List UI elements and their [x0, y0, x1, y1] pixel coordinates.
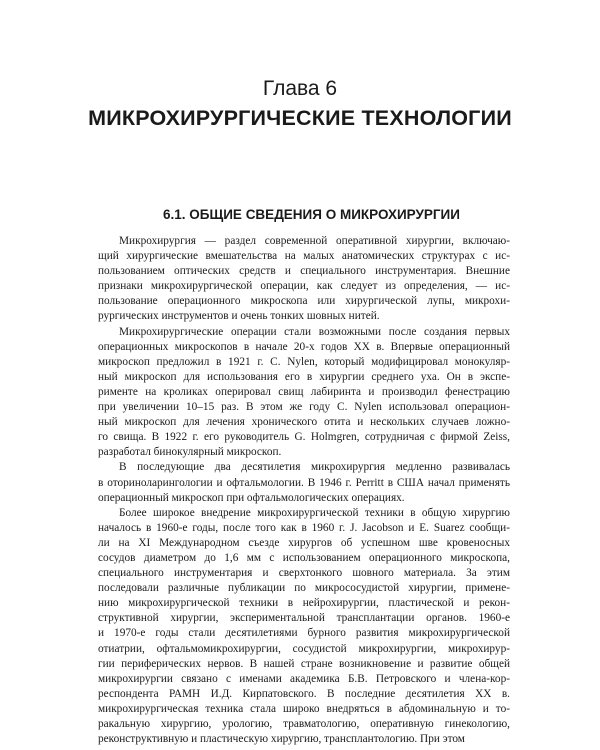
- text-line: гии периферических нервов. В нашей стране возникновение и развитие общей: [98, 657, 510, 670]
- text-line: операционный микроскоп при офтальмологических операциях.: [98, 491, 405, 504]
- section-heading: 6.1. ОБЩИЕ СВЕДЕНИЯ О МИКРОХИРУРГИИ: [163, 207, 460, 222]
- text-line: разработал бинокулярный микроскоп.: [98, 446, 282, 459]
- paragraph: [98, 234, 510, 325]
- text-line: ный микроскоп для использования его в хирургии среднего уха. Он в экспе-: [98, 370, 510, 383]
- text-line: пользованием оптических средств и специального инструментария. Внешние: [98, 265, 510, 278]
- text-line: признаки микрохирургической операции, как следует из определения, — ис-: [98, 280, 510, 293]
- text-line: нию микрохирургической техники в нейрохирургии, пластической и рекон-: [98, 597, 510, 610]
- text-line: рургических инструментов и очень тонких шовных нитей.: [98, 310, 380, 323]
- chapter-title: МИКРОХИРУРГИЧЕСКИЕ ТЕХНОЛОГИИ: [88, 106, 512, 130]
- text-line: последовали различные публикации по микрососудистой хирургии, примене-: [98, 582, 510, 595]
- text-line: пользование операционного микроскопа или хирургической лупы, микрохи-: [98, 295, 510, 308]
- text-line: Микрохирургия — раздел современной оперативной хирургии, включаю-: [119, 235, 510, 247]
- chapter-label: Глава 6: [262, 77, 338, 100]
- body-text: [98, 234, 510, 747]
- text-line: рименте на кроликах оперировал свищ лабиринта и производил фенестрацию: [98, 385, 510, 398]
- paragraph: [98, 460, 510, 505]
- text-line: ный микроскоп для лечения хронического отита и нескольких случаев ложно-: [98, 416, 510, 429]
- text-line: реконструктивную и пластическую хирургию, трансплантологию. При этом: [98, 733, 465, 746]
- text-line: Микрохирургические операции стали возможными после создания первых: [119, 325, 510, 338]
- text-line: при увеличении 10–15 раз. В этом же году C. Nylen использовал операцион-: [98, 401, 510, 414]
- text-line: Более широкое внедрение микрохирургической техники в общую хирургию: [119, 506, 510, 519]
- text-line: щий хирургические вмешательства на малых анатомических структурах с ис-: [98, 250, 510, 263]
- text-line: респондента РАМН И.Д. Кирпатовского. В последние десятилетия XX в.: [98, 687, 510, 700]
- text-line: микроскоп предложил в 1921 г. C. Nylen, который модифицировал монокуляр-: [98, 355, 510, 368]
- text-line: сосудов диаметром до 1,6 мм с использованием операционного микроскопа,: [98, 551, 510, 564]
- text-line: го свища. В 1922 г. его руководитель G. Holmgren, сотрудничая с фирмой Zeiss,: [98, 431, 510, 444]
- text-line: отиатрии, офтальмомикрохирургии, сосудистой микрохирургии, микрохирур-: [98, 642, 510, 655]
- paragraph: [98, 506, 510, 748]
- text-line: ракальную хирургию, урологию, травматологию, оперативную гинекологию,: [98, 718, 510, 730]
- text-line: микрохирургии связано с именами академика Б.В. Петровского и члена-кор-: [98, 672, 510, 685]
- text-line: ли на XI Международном съезде хирургов об успешном шве кровеносных: [98, 536, 510, 549]
- text-line: структивной хирургии, экспериментальной трансплантации органов. 1960-е: [98, 612, 510, 625]
- text-line: микрохирургическая техника стала широко внедряться в абдоминальную и то-: [98, 702, 510, 715]
- text-line: В последующие два десятилетия микрохирургия медленно развивалась: [119, 461, 510, 474]
- text-line: началось в 1960-е годы, после того как в 1960 г. J. Jacobson и E. Suarez сообщи-: [98, 521, 510, 534]
- text-line: специального инструментария и сверхтонкого шовного материала. За этим: [98, 567, 510, 580]
- text-line: в оториноларингологии и офтальмологии. В 1946 г. Perritt в США начал применять: [98, 476, 510, 489]
- text-line: операционных микроскопов в начале 20-х годов XX в. Впервые операционный: [98, 340, 510, 353]
- paragraph: [98, 325, 510, 461]
- text-line: и 1970-е годы стали десятилетиями бурного развития микрохирургической: [98, 627, 510, 640]
